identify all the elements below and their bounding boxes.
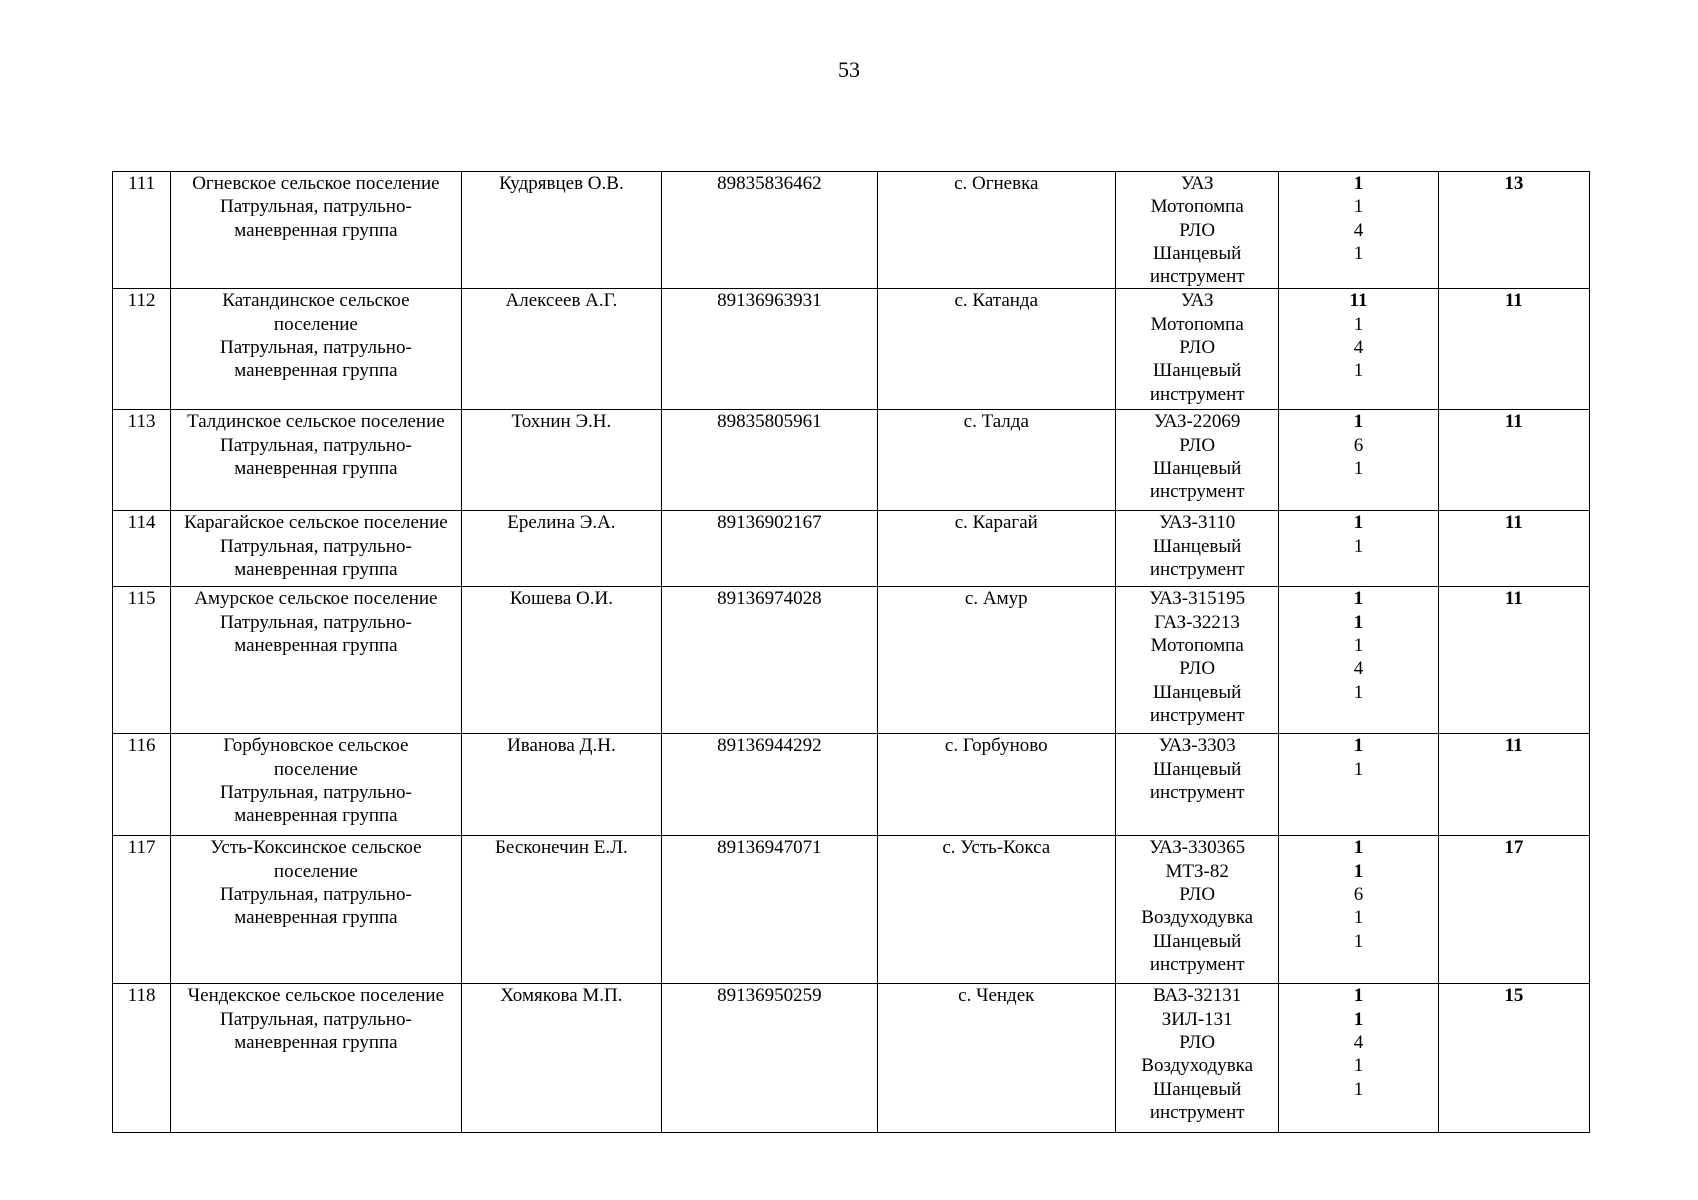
equipment-count: 1	[1353, 1078, 1364, 1100]
settlement-line: Усть-Коксинское сельское	[210, 837, 422, 859]
equipment-count: 4	[1353, 219, 1364, 241]
settlement-line: маневренная группа	[234, 805, 398, 827]
personnel-total-cell: 11	[1438, 511, 1589, 587]
equipment-cell	[1116, 172, 1279, 289]
phone-cell: 89136963931	[662, 289, 877, 410]
settlement-line: Патрульная, патрульно-	[219, 884, 412, 906]
settlement-cell	[171, 734, 462, 836]
location-cell: с. Огневка	[877, 172, 1115, 289]
table-row	[113, 511, 1590, 587]
equipment-line: ЗИЛ-131	[1161, 1008, 1233, 1030]
equipment-count: 1	[1353, 411, 1364, 433]
equipment-count: 1	[1353, 173, 1364, 194]
settlement-line: Огневское сельское поселение	[192, 173, 440, 194]
equipment-cell	[1116, 587, 1279, 734]
equipment-line: Шанцевый	[1153, 1078, 1242, 1100]
equipment-count: 1	[1353, 735, 1364, 757]
settlement-line: маневренная группа	[234, 458, 398, 480]
equipment-line: УАЗ-330365	[1149, 837, 1246, 859]
row-number-cell: 115	[113, 587, 171, 734]
equipment-cell	[1116, 289, 1279, 410]
equipment-count-cell	[1279, 836, 1438, 984]
page-number: 53	[838, 57, 860, 82]
equipment-count-cell	[1279, 984, 1438, 1133]
equipment-line: РЛО	[1179, 337, 1216, 359]
settlement-line: маневренная группа	[234, 219, 398, 241]
equipment-line: инструмент	[1149, 559, 1245, 581]
settlement-line: Катандинское сельское	[222, 290, 410, 312]
responsible-person-cell: Бесконечин Е.Л.	[461, 836, 661, 984]
settlement-line: Патрульная, патрульно-	[219, 611, 412, 633]
settlement-line: маневренная группа	[234, 559, 398, 581]
responsible-person-cell: Кошева О.И.	[461, 587, 661, 734]
equipment-line: УАЗ-22069	[1153, 411, 1241, 433]
equipment-count-cell	[1279, 734, 1438, 836]
row-number-cell: 118	[113, 984, 171, 1133]
equipment-count: 1	[1353, 635, 1364, 657]
responsible-person-cell: Алексеев А.Г.	[461, 289, 661, 410]
equipment-line: Воздуходувка	[1141, 907, 1254, 929]
equipment-cell	[1116, 734, 1279, 836]
settlement-line: маневренная группа	[234, 1032, 398, 1054]
personnel-total-cell: 11	[1438, 587, 1589, 734]
equipment-count: 4	[1353, 337, 1364, 359]
equipment-line: Шанцевый	[1153, 360, 1242, 382]
location-cell: с. Усть-Кокса	[877, 836, 1115, 984]
settlement-cell	[171, 984, 462, 1133]
location-cell: с. Амур	[877, 587, 1115, 734]
equipment-line: инструмент	[1149, 383, 1245, 405]
phone-cell: 89136950259	[662, 984, 877, 1133]
personnel-total-cell: 13	[1438, 172, 1589, 289]
settlement-line: Чендекское сельское поселение	[187, 985, 444, 1007]
equipment-cell	[1116, 410, 1279, 511]
equipment-line: Шанцевый	[1153, 535, 1242, 557]
phone-cell: 89136947071	[662, 836, 877, 984]
settlement-line: поселение	[273, 758, 358, 780]
responsible-person-cell: Тохнин Э.Н.	[461, 410, 661, 511]
location-cell: с. Талда	[877, 410, 1115, 511]
phone-cell: 89136974028	[662, 587, 877, 734]
equipment-cell	[1116, 984, 1279, 1133]
location-cell: с. Горбуново	[877, 734, 1115, 836]
equipment-line: Шанцевый	[1153, 242, 1242, 264]
settlement-cell	[171, 836, 462, 984]
settlement-cell	[171, 511, 462, 587]
equipment-count: 1	[1353, 930, 1364, 952]
equipment-count: 1	[1353, 611, 1364, 633]
personnel-total-cell: 15	[1438, 984, 1589, 1133]
settlement-line: маневренная группа	[234, 907, 398, 929]
equipment-line: Мотопомпа	[1150, 196, 1244, 218]
equipment-count: 6	[1353, 434, 1364, 456]
settlement-line: Горбуновское сельское	[223, 735, 409, 757]
row-number-cell: 114	[113, 511, 171, 587]
equipment-count: 1	[1353, 681, 1364, 703]
equipment-line: инструмент	[1149, 266, 1245, 288]
resources-table	[112, 171, 1590, 1133]
equipment-count-cell	[1279, 511, 1438, 587]
equipment-line: Шанцевый	[1153, 458, 1242, 480]
personnel-total-cell: 11	[1438, 410, 1589, 511]
equipment-cell	[1116, 511, 1279, 587]
equipment-line: инструмент	[1149, 1101, 1245, 1123]
settlement-line: поселение	[273, 860, 358, 882]
equipment-count: 1	[1353, 196, 1364, 218]
equipment-count: 1	[1353, 1055, 1364, 1077]
responsible-person-cell: Кудрявцев О.В.	[461, 172, 661, 289]
equipment-count: 4	[1353, 1032, 1364, 1054]
location-cell: с. Карагай	[877, 511, 1115, 587]
settlement-line: поселение	[273, 313, 358, 335]
equipment-count: 1	[1353, 242, 1364, 264]
equipment-line: УАЗ-3110	[1159, 512, 1236, 534]
equipment-line: МТЗ-82	[1165, 860, 1229, 882]
location-cell: с. Катанда	[877, 289, 1115, 410]
row-number-cell: 113	[113, 410, 171, 511]
equipment-line: Шанцевый	[1153, 681, 1242, 703]
equipment-count: 1	[1353, 458, 1364, 480]
equipment-count: 1	[1353, 758, 1364, 780]
equipment-count: 1	[1353, 837, 1364, 859]
settlement-cell	[171, 172, 462, 289]
phone-cell: 89136902167	[662, 511, 877, 587]
settlement-line: Патрульная, патрульно-	[219, 337, 412, 359]
equipment-line: Мотопомпа	[1150, 635, 1244, 657]
equipment-line: УАЗ	[1180, 173, 1214, 194]
equipment-count: 1	[1353, 512, 1364, 534]
settlement-line: маневренная группа	[234, 635, 398, 657]
equipment-line: инструмент	[1149, 481, 1245, 503]
equipment-line: инструмент	[1149, 953, 1245, 975]
equipment-line: ВАЗ-32131	[1153, 985, 1242, 1007]
equipment-line: Шанцевый	[1153, 758, 1242, 780]
settlement-line: Талдинское сельское поселение	[187, 411, 445, 433]
personnel-total-cell: 11	[1438, 734, 1589, 836]
equipment-cell	[1116, 836, 1279, 984]
equipment-line: РЛО	[1179, 434, 1216, 456]
equipment-count: 1	[1353, 588, 1364, 610]
equipment-count: 1	[1353, 360, 1364, 382]
settlement-cell	[171, 410, 462, 511]
settlement-cell	[171, 587, 462, 734]
responsible-person-cell: Иванова Д.Н.	[461, 734, 661, 836]
equipment-line: РЛО	[1179, 219, 1216, 241]
equipment-line: Воздуходувка	[1141, 1055, 1254, 1077]
table-row	[113, 289, 1590, 410]
row-number-cell: 112	[113, 289, 171, 410]
settlement-line: Патрульная, патрульно-	[219, 434, 412, 456]
phone-cell: 89835805961	[662, 410, 877, 511]
equipment-count: 6	[1353, 884, 1364, 906]
equipment-line: Шанцевый	[1153, 930, 1242, 952]
equipment-count: 1	[1353, 860, 1364, 882]
table-row	[113, 836, 1590, 984]
equipment-line: ГАЗ-32213	[1154, 611, 1240, 633]
equipment-count: 1	[1353, 535, 1364, 557]
equipment-line: РЛО	[1179, 658, 1216, 680]
settlement-line: Патрульная, патрульно-	[219, 535, 412, 557]
settlement-line: Патрульная, патрульно-	[219, 196, 412, 218]
responsible-person-cell: Ерелина Э.А.	[461, 511, 661, 587]
equipment-line: РЛО	[1179, 1032, 1216, 1054]
table-row	[113, 587, 1590, 734]
equipment-count: 1	[1353, 1008, 1364, 1030]
phone-cell: 89835836462	[662, 172, 877, 289]
settlement-line: Карагайское сельское поселение	[184, 512, 448, 534]
equipment-count: 11	[1349, 290, 1368, 312]
equipment-count: 1	[1353, 907, 1364, 929]
equipment-count-cell	[1279, 587, 1438, 734]
equipment-line: РЛО	[1179, 884, 1216, 906]
table-row	[113, 410, 1590, 511]
table-row	[113, 172, 1590, 289]
row-number-cell: 117	[113, 836, 171, 984]
table-row	[113, 984, 1590, 1133]
settlement-line: Патрульная, патрульно-	[219, 782, 412, 804]
equipment-line: Мотопомпа	[1150, 313, 1244, 335]
settlement-line: маневренная группа	[234, 360, 398, 382]
location-cell: с. Чендек	[877, 984, 1115, 1133]
equipment-count-cell	[1279, 410, 1438, 511]
settlement-line: Амурское сельское поселение	[194, 588, 438, 610]
equipment-count: 1	[1353, 985, 1364, 1007]
equipment-line: УАЗ	[1180, 290, 1214, 312]
equipment-count: 1	[1353, 313, 1364, 335]
equipment-line: УАЗ-3303	[1158, 735, 1236, 757]
equipment-count-cell	[1279, 289, 1438, 410]
table-body	[113, 172, 1590, 1133]
row-number-cell: 111	[113, 172, 171, 289]
settlement-line: Патрульная, патрульно-	[219, 1008, 412, 1030]
settlement-cell	[171, 289, 462, 410]
equipment-count-cell	[1279, 172, 1438, 289]
equipment-line: инструмент	[1149, 782, 1245, 804]
equipment-line: УАЗ-315195	[1149, 588, 1246, 610]
row-number-cell: 116	[113, 734, 171, 836]
phone-cell: 89136944292	[662, 734, 877, 836]
responsible-person-cell: Хомякова М.П.	[461, 984, 661, 1133]
table-row	[113, 734, 1590, 836]
equipment-line: инструмент	[1149, 704, 1245, 726]
personnel-total-cell: 11	[1438, 289, 1589, 410]
equipment-count: 4	[1353, 658, 1364, 680]
personnel-total-cell: 17	[1438, 836, 1589, 984]
